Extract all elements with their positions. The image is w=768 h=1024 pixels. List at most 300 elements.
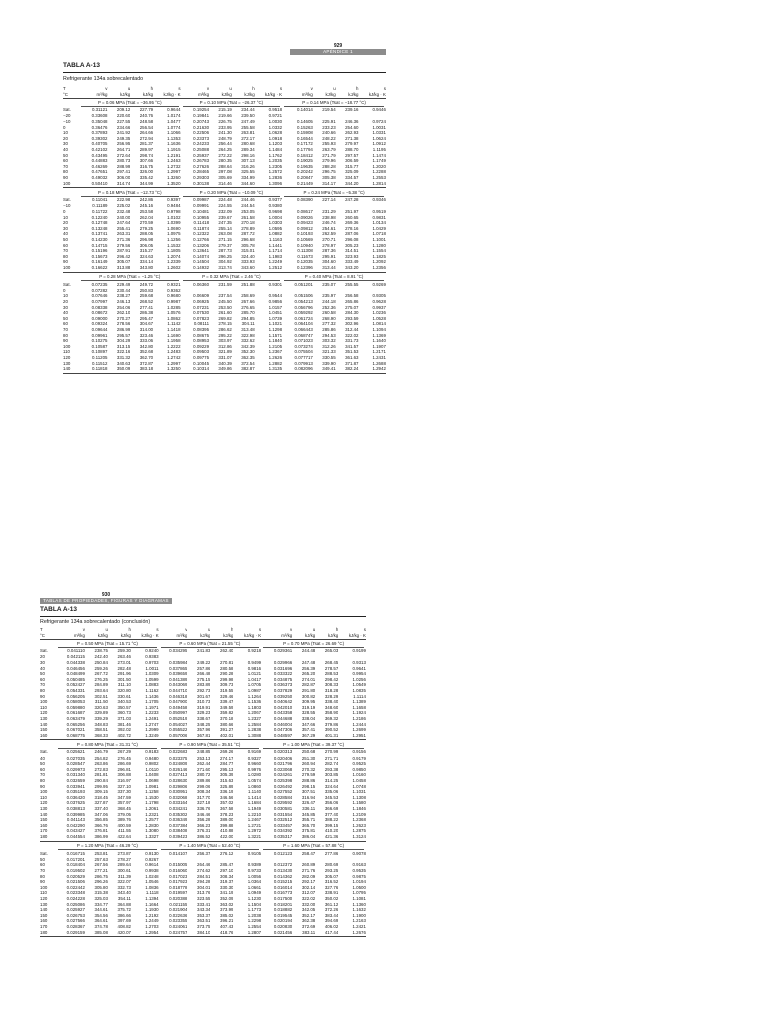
- temperature-cell: −10: [63, 119, 71, 124]
- value-cell: 0.10955: [193, 214, 210, 220]
- value-cell: 418.76: [220, 929, 234, 935]
- column-header: u: [208, 627, 211, 632]
- appendix-banner: APÉNDICE 1: [290, 49, 386, 55]
- value-cell: 1.3260: [167, 175, 181, 180]
- value-cell: 307.13: [241, 158, 255, 164]
- value-cell: 0.051201: [294, 281, 313, 287]
- value-cell: 1.0500: [352, 884, 366, 890]
- value-cell: 299.95: [94, 783, 108, 789]
- value-cell: 278.27: [117, 856, 131, 862]
- value-cell: 1.1142: [167, 321, 181, 327]
- value-cell: 294.28: [197, 879, 211, 885]
- value-cell: 329.89: [94, 710, 108, 716]
- value-cell: 233.95: [218, 124, 232, 130]
- value-cell: 302.51: [94, 693, 108, 699]
- value-cell: 1.0705: [247, 682, 262, 688]
- value-cell: 0.059292: [294, 310, 313, 316]
- value-cell: 227.14: [322, 197, 336, 203]
- value-cell: 227.79: [139, 107, 154, 113]
- value-cell: 265.86: [345, 299, 359, 304]
- value-cell: 289.86: [197, 778, 211, 783]
- value-cell: 252.36: [322, 304, 336, 310]
- value-cell: 1.3249: [145, 732, 159, 738]
- value-cell: 1.2233: [145, 710, 159, 716]
- value-cell: 371.03: [117, 716, 131, 721]
- value-cell: 396.21: [220, 918, 234, 924]
- value-cell: 0.082096: [294, 366, 313, 372]
- value-cell: 253.81: [94, 850, 108, 856]
- value-cell: 332.73: [117, 884, 131, 890]
- value-cell: 250.84: [94, 660, 108, 665]
- value-cell: 322.02: [301, 896, 316, 901]
- value-cell: 227.55: [116, 119, 131, 124]
- pressure-heading-rule: [58, 849, 157, 850]
- value-cell: 349.41: [322, 366, 336, 372]
- value-cell: 306.00: [116, 175, 131, 180]
- value-cell: 0.032512: [273, 817, 293, 823]
- pressure-heading: P = 0.28 MPa (Tsat = −1.25 °C): [99, 274, 161, 280]
- value-cell: 0.10587: [91, 343, 108, 349]
- value-cell: 1.2305: [268, 163, 283, 169]
- value-cell: 0.50410: [91, 180, 108, 186]
- value-cell: 261.60: [218, 310, 232, 316]
- value-cell: 0.12322: [193, 231, 210, 237]
- value-cell: 0.13741: [91, 231, 108, 237]
- value-cell: 372.54: [241, 360, 255, 366]
- value-cell: 321.89: [218, 349, 232, 355]
- value-cell: 0.016014: [273, 884, 293, 890]
- value-cell: 279.56: [116, 242, 131, 248]
- block-rule: [63, 187, 386, 188]
- value-cell: 315.27: [139, 248, 154, 254]
- value-cell: 303.85: [324, 772, 339, 778]
- value-cell: 1.0451: [268, 310, 283, 316]
- value-cell: 337.40: [94, 806, 108, 811]
- value-cell: 319.19: [301, 704, 316, 710]
- temperature-cell: 80: [63, 332, 68, 338]
- value-cell: 313.88: [116, 265, 131, 270]
- value-cell: 343.34: [197, 907, 211, 913]
- value-cell: 244.54: [241, 203, 255, 209]
- value-cell: 324.64: [324, 783, 339, 789]
- value-cell: 224.55: [218, 203, 232, 209]
- value-cell: 1.1389: [352, 699, 366, 705]
- value-cell: 0.21449: [297, 180, 313, 186]
- value-cell: 376.31: [197, 828, 211, 834]
- value-cell: 0.022442: [66, 884, 85, 890]
- value-cell: 267.29: [117, 749, 131, 755]
- value-cell: 0.047306: [273, 727, 293, 733]
- value-cell: 367.81: [197, 732, 211, 738]
- value-cell: 0.14014: [297, 107, 313, 113]
- value-cell: 288.86: [301, 778, 316, 783]
- value-cell: 0.08111: [193, 321, 210, 327]
- value-cell: 0.09987: [193, 197, 210, 203]
- value-cell: 344.99: [139, 180, 154, 186]
- value-cell: 0.44883: [91, 158, 108, 164]
- temperature-cell: 90: [40, 783, 45, 789]
- temperature-cell: 160: [40, 732, 48, 738]
- temperature-cell: 10: [63, 214, 68, 220]
- column-header: kJ/kg: [120, 632, 131, 638]
- value-cell: 0.027566: [66, 918, 85, 924]
- value-cell: 295.91: [322, 253, 336, 259]
- value-cell: 0.10314: [193, 366, 210, 372]
- value-cell: 0.40705: [91, 141, 108, 147]
- value-cell: 341.19: [220, 890, 234, 896]
- value-cell: 1.1414: [247, 794, 262, 800]
- column-header: h: [335, 627, 339, 632]
- temperature-cell: 70: [40, 682, 45, 688]
- value-cell: 1.0174: [167, 113, 181, 119]
- value-cell: 0.028367: [66, 924, 85, 929]
- temperature-cell: 100: [63, 343, 71, 349]
- value-cell: 1.0882: [268, 231, 283, 237]
- value-cell: 0.14605: [297, 119, 313, 124]
- value-cell: 0.018882: [273, 907, 293, 913]
- value-cell: 1.1369: [372, 332, 386, 338]
- value-cell: 0.024061: [169, 924, 188, 929]
- value-cell: 335.42: [139, 175, 154, 180]
- value-cell: 235.07: [322, 281, 336, 287]
- value-cell: 0.035302: [169, 811, 188, 817]
- value-cell: 334.77: [94, 901, 108, 907]
- value-cell: 0.044688: [273, 716, 293, 721]
- value-cell: 0.9644: [167, 107, 181, 113]
- value-cell: 1.1163: [268, 237, 283, 242]
- value-cell: 0.18412: [297, 152, 313, 158]
- temperature-cell: 70: [40, 868, 45, 873]
- value-cell: 1.2491: [145, 716, 159, 721]
- value-cell: 1.2830: [145, 822, 159, 828]
- value-cell: 0.018201: [273, 901, 293, 907]
- temperature-cell: 50: [63, 315, 68, 321]
- value-cell: 0.16622: [91, 265, 108, 270]
- value-cell: 0.9954: [352, 671, 366, 677]
- value-cell: 301.50: [117, 676, 131, 682]
- table-rule-top: [40, 616, 366, 617]
- value-cell: 0.030581: [273, 806, 293, 811]
- value-cell: 0.12748: [91, 220, 108, 226]
- value-cell: 402.01: [220, 732, 234, 738]
- value-cell: 0.055522: [169, 727, 188, 733]
- value-cell: 1.1308: [352, 794, 366, 800]
- value-cell: 1.1162: [145, 688, 159, 693]
- column-header: h: [252, 86, 255, 91]
- temperature-cell: 80: [40, 778, 45, 783]
- value-cell: 1.1114: [353, 693, 366, 699]
- value-cell: 1.2074: [167, 253, 181, 259]
- value-cell: 248.85: [197, 749, 211, 755]
- temperature-cell: 100: [63, 265, 71, 270]
- value-cell: 312.86: [218, 343, 232, 349]
- column-header: m³/kg: [96, 91, 108, 97]
- value-cell: 0.9199: [352, 648, 366, 654]
- value-cell: 350.09: [116, 366, 131, 372]
- value-cell: 1.1636: [167, 141, 181, 147]
- pressure-heading-rule: [58, 647, 157, 648]
- value-cell: 340.53: [117, 699, 131, 705]
- value-cell: 0.058053: [66, 699, 85, 705]
- value-cell: 0.042290: [66, 822, 85, 828]
- value-cell: 256.58: [345, 293, 359, 299]
- temperature-cell: 120: [40, 800, 48, 806]
- value-cell: 1.2020: [372, 163, 386, 169]
- table-row: [63, 181, 386, 187]
- value-cell: 0.064104: [294, 321, 313, 327]
- value-cell: 255.41: [116, 225, 131, 231]
- value-cell: 277.32: [322, 321, 336, 327]
- value-cell: 282.87: [301, 682, 316, 688]
- value-cell: 0.038813: [66, 806, 85, 811]
- value-cell: 327.87: [94, 800, 108, 806]
- value-cell: 1.3080: [145, 828, 159, 834]
- value-cell: 284.89: [94, 682, 108, 688]
- value-cell: 306.59: [345, 158, 359, 164]
- value-cell: 295.22: [218, 332, 232, 338]
- value-cell: 253.05: [241, 209, 255, 214]
- value-cell: 379.86: [324, 721, 339, 727]
- table-label: TABLA A-13: [40, 606, 77, 613]
- value-cell: 272.64: [116, 152, 131, 158]
- value-cell: 0.09812: [297, 225, 313, 231]
- value-cell: 277.21: [94, 868, 108, 873]
- value-cell: 356.06: [324, 800, 339, 806]
- value-cell: 281.81: [94, 772, 108, 778]
- value-cell: 1.2186: [352, 716, 366, 721]
- value-cell: 342.39: [241, 343, 255, 349]
- value-cell: 0.024261: [273, 772, 293, 778]
- value-cell: 299.06: [197, 783, 211, 789]
- column-header: s: [258, 627, 262, 632]
- value-cell: 0.06360: [193, 281, 210, 287]
- value-cell: 363.02: [220, 901, 234, 907]
- column-header: h: [128, 627, 131, 632]
- value-cell: 0.11722: [91, 209, 108, 214]
- column-header: °C: [63, 91, 68, 97]
- block-rule: [40, 739, 366, 740]
- value-cell: 259.30: [117, 648, 131, 654]
- value-cell: 383.18: [139, 366, 154, 372]
- value-cell: 296.42: [116, 253, 131, 259]
- value-cell: 248.58: [139, 119, 154, 124]
- value-cell: 1.1571: [268, 332, 283, 338]
- value-cell: 209.12: [116, 107, 131, 113]
- value-cell: 0.035193: [66, 789, 85, 795]
- column-header: kJ/kg: [97, 632, 108, 638]
- value-cell: 1.2298: [247, 918, 262, 924]
- value-cell: 362.35: [241, 355, 255, 360]
- value-cell: 0.054027: [169, 721, 188, 727]
- page-number: 929: [333, 43, 343, 49]
- value-cell: 0.9346: [372, 197, 386, 203]
- temperature-cell: 130: [40, 806, 48, 811]
- value-cell: 315.38: [94, 890, 108, 896]
- value-cell: 0.19254: [193, 107, 210, 113]
- value-cell: 1.3520: [167, 180, 181, 186]
- value-cell: 382.87: [241, 366, 255, 372]
- value-cell: 372.26: [324, 907, 339, 913]
- temperature-cell: 110: [40, 890, 47, 896]
- value-cell: 374.78: [94, 924, 108, 929]
- value-cell: 0.9733: [247, 868, 262, 873]
- value-cell: 311.39: [117, 873, 131, 879]
- value-cell: 267.56: [94, 862, 108, 868]
- value-cell: 308.34: [197, 789, 211, 795]
- value-cell: 0.24233: [193, 141, 210, 147]
- value-cell: 1.2999: [145, 727, 159, 733]
- value-cell: 0.09000: [91, 315, 108, 321]
- value-cell: 0.13248: [91, 225, 108, 231]
- temperature-cell: 140: [40, 907, 48, 913]
- value-cell: 254.06: [116, 304, 131, 310]
- value-cell: 269.82: [218, 315, 232, 321]
- value-cell: 1.1690: [167, 332, 181, 338]
- value-cell: 0.09644: [91, 327, 108, 332]
- value-cell: 1.2814: [372, 180, 386, 186]
- temperature-cell: Sat.: [63, 197, 71, 203]
- value-cell: 0.029361: [273, 648, 293, 654]
- value-cell: 237.54: [218, 293, 232, 299]
- value-cell: 245.16: [139, 203, 154, 209]
- value-cell: 0.048597: [273, 732, 293, 738]
- value-cell: 363.51: [197, 918, 211, 924]
- value-cell: 1.1094: [372, 327, 386, 332]
- value-cell: 298.42: [324, 676, 339, 682]
- value-cell: 331.32: [116, 355, 131, 360]
- value-cell: 271.76: [301, 868, 316, 873]
- value-cell: 1.0528: [372, 315, 386, 321]
- value-cell: 231.59: [218, 281, 232, 287]
- value-cell: 0.11418: [193, 220, 210, 226]
- value-cell: 291.80: [301, 688, 316, 693]
- value-cell: 0.9240: [145, 648, 159, 654]
- value-cell: 1.3135: [268, 366, 283, 372]
- value-cell: 254.61: [322, 225, 336, 231]
- value-cell: 1.2623: [352, 822, 366, 828]
- value-cell: 246.79: [94, 749, 108, 755]
- value-cell: 0.016060: [169, 868, 188, 873]
- value-cell: 382.24: [345, 366, 359, 372]
- value-cell: 0.9183: [145, 749, 159, 755]
- value-cell: 0.06925: [193, 299, 210, 304]
- value-cell: 278.15: [218, 321, 232, 327]
- value-cell: 373.99: [220, 907, 234, 913]
- column-header: kJ/kg: [223, 632, 234, 638]
- value-cell: 0.021155: [169, 901, 188, 907]
- value-cell: 0.035984: [169, 660, 188, 665]
- value-cell: 296.25: [218, 253, 232, 259]
- value-cell: 0.9105: [247, 850, 262, 856]
- column-header: s: [178, 86, 181, 91]
- value-cell: 302.96: [345, 321, 359, 327]
- value-cell: 0.026492: [273, 783, 293, 789]
- value-cell: 0.028630: [169, 778, 188, 783]
- temperature-cell: −10: [63, 203, 71, 209]
- value-cell: 1.2105: [268, 343, 283, 349]
- value-cell: 269.26: [220, 749, 234, 755]
- value-cell: 344.60: [241, 180, 255, 186]
- value-cell: 283.89: [197, 682, 211, 688]
- pressure-heading-rule: [81, 196, 179, 197]
- temperature-cell: 100: [40, 884, 48, 890]
- pressure-heading-rule: [284, 196, 384, 197]
- value-cell: 1.1532: [167, 242, 181, 248]
- value-cell: 1.0981: [145, 783, 159, 789]
- value-cell: 421.36: [324, 834, 339, 839]
- value-cell: 0.12035: [297, 259, 313, 265]
- value-cell: 1.2554: [247, 924, 262, 929]
- value-cell: 0.12240: [91, 214, 108, 220]
- value-cell: 271.71: [324, 755, 339, 761]
- value-cell: 260.58: [322, 310, 336, 316]
- value-cell: 232.09: [218, 209, 232, 214]
- value-cell: 0.12766: [193, 237, 210, 242]
- value-cell: 1.2067: [247, 710, 262, 716]
- value-cell: 0.09026: [297, 214, 313, 220]
- value-cell: 348.25: [197, 721, 211, 727]
- value-cell: 1.1256: [167, 237, 181, 242]
- value-cell: 0.9130: [145, 850, 159, 856]
- value-cell: 316.75: [139, 163, 154, 169]
- value-cell: 400.59: [117, 822, 131, 828]
- value-cell: 340.63: [116, 360, 131, 366]
- value-cell: 0.019502: [66, 868, 85, 873]
- value-cell: 1.2882: [268, 360, 283, 366]
- temperature-cell: 70: [63, 163, 68, 169]
- value-cell: 239.67: [218, 214, 232, 220]
- value-cell: 312.26: [322, 343, 336, 349]
- value-cell: 263.86: [94, 761, 108, 767]
- temperature-cell: 70: [40, 772, 45, 778]
- value-cell: 0.9499: [247, 660, 262, 665]
- value-cell: 0.029806: [169, 783, 188, 789]
- column-header: v: [185, 627, 188, 632]
- value-cell: 0.041110: [67, 648, 85, 654]
- value-cell: 0.13206: [193, 242, 210, 248]
- value-cell: 262.40: [220, 648, 234, 654]
- value-cell: 352.68: [139, 349, 154, 355]
- superheated-table: [40, 627, 366, 938]
- value-cell: 287.36: [322, 248, 336, 254]
- value-cell: 0.017923: [169, 879, 188, 885]
- value-cell: 271.15: [218, 237, 232, 242]
- value-cell: 335.06: [324, 789, 339, 795]
- value-cell: 270.59: [139, 220, 154, 226]
- value-cell: 0.037829: [273, 688, 293, 693]
- value-cell: 332.00: [301, 901, 316, 907]
- value-cell: 1.1900: [352, 912, 366, 918]
- value-cell: 296.75: [322, 169, 336, 175]
- value-cell: 1.0739: [268, 315, 283, 321]
- value-cell: 273.87: [117, 850, 131, 856]
- value-cell: 0.9850: [352, 766, 366, 772]
- column-header: T: [40, 627, 43, 632]
- value-cell: 244.18: [322, 299, 336, 304]
- value-cell: 298.74: [139, 152, 154, 158]
- value-cell: 381.46: [117, 721, 131, 727]
- value-cell: 361.63: [345, 355, 359, 360]
- value-cell: 337.30: [117, 789, 131, 795]
- value-cell: 0.021506: [66, 879, 85, 885]
- value-cell: 302.14: [301, 884, 316, 890]
- value-cell: 1.2288: [372, 169, 386, 175]
- value-cell: 305.07: [324, 873, 339, 879]
- value-cell: 346.56: [220, 794, 234, 800]
- value-cell: 304.92: [218, 259, 232, 265]
- value-cell: 1.2512: [268, 265, 283, 270]
- value-cell: 284.77: [220, 761, 234, 767]
